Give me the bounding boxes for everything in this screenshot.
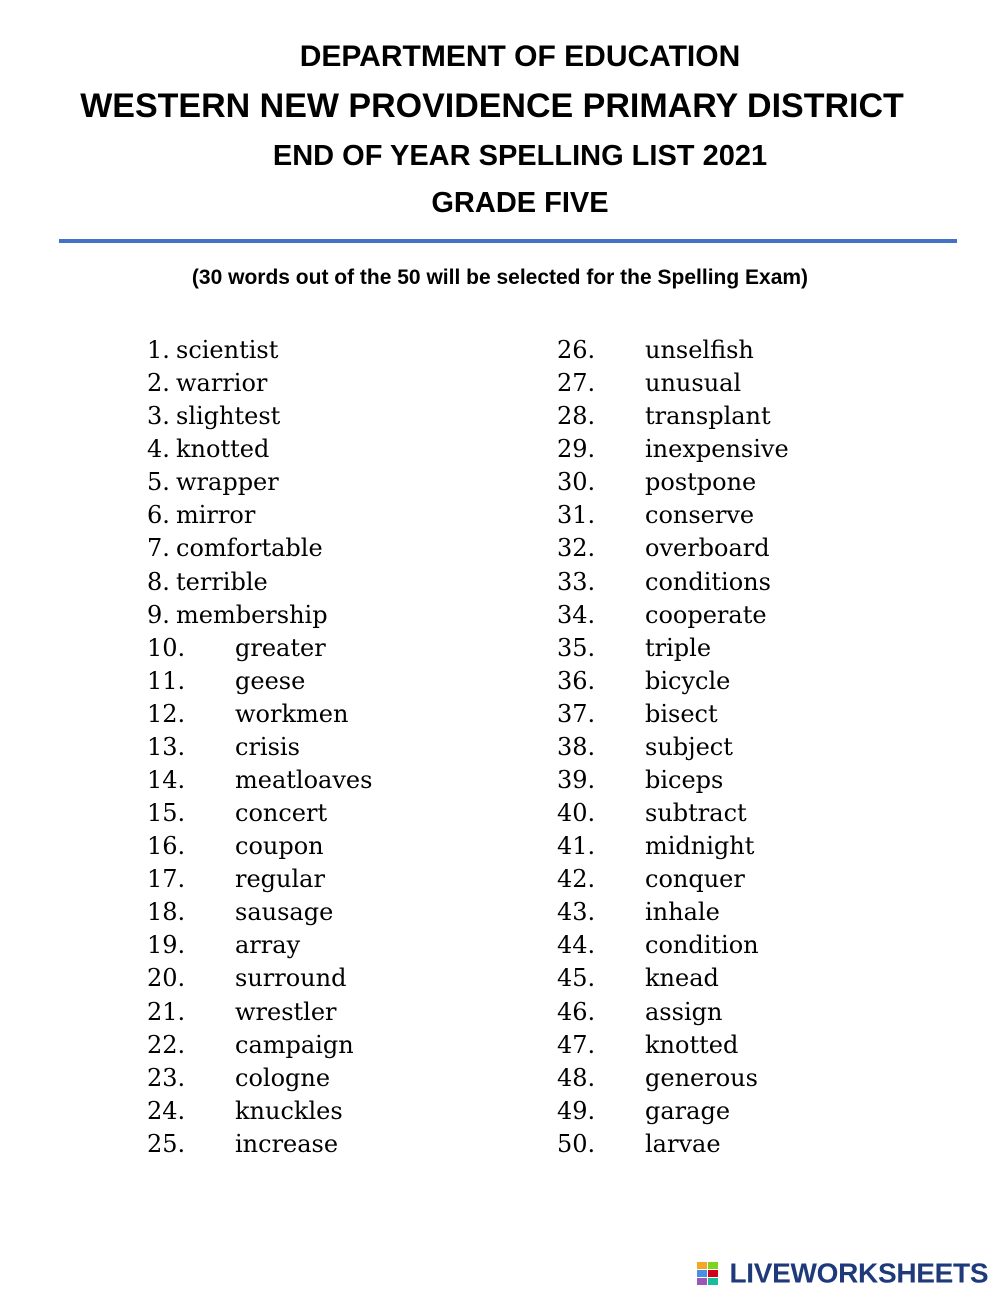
spelling-word: knotted bbox=[645, 1030, 739, 1059]
word-number: 30. bbox=[557, 468, 596, 497]
spelling-word: inexpensive bbox=[645, 435, 789, 464]
word-number: 50. bbox=[557, 1129, 596, 1158]
word-number: 26. bbox=[557, 336, 596, 364]
word-list-item bbox=[147, 599, 547, 632]
word-list-item bbox=[557, 863, 957, 896]
word-list-item bbox=[557, 764, 957, 797]
watermark-text: LIVEWORKSHEETS bbox=[729, 1257, 989, 1289]
word-number: 13. bbox=[147, 732, 186, 761]
spelling-word: subtract bbox=[645, 799, 747, 828]
spelling-word: assign bbox=[645, 997, 723, 1026]
word-number: 1. bbox=[147, 336, 170, 364]
word-list-item bbox=[147, 1062, 547, 1095]
liveworksheets-watermark[interactable] bbox=[697, 1256, 989, 1289]
word-number: 44. bbox=[557, 931, 596, 960]
spelling-word: larvae bbox=[645, 1129, 721, 1158]
word-list-item bbox=[147, 731, 547, 764]
spelling-word: inhale bbox=[645, 898, 720, 927]
word-list-item bbox=[147, 367, 547, 400]
word-number: 32. bbox=[557, 534, 596, 563]
word-number: 18. bbox=[147, 898, 186, 927]
word-list-item bbox=[557, 566, 957, 599]
grade-title: GRADE FIVE bbox=[431, 187, 609, 219]
word-number: 23. bbox=[147, 1063, 186, 1092]
word-number: 29. bbox=[557, 435, 596, 464]
word-number: 9. bbox=[147, 600, 170, 629]
spelling-word: slightest bbox=[176, 402, 281, 431]
word-number: 33. bbox=[557, 567, 596, 596]
word-number: 48. bbox=[557, 1063, 596, 1092]
spelling-word: greater bbox=[235, 633, 326, 662]
spelling-word: comfortable bbox=[176, 534, 323, 563]
spelling-word: midnight bbox=[645, 832, 755, 861]
word-list-item bbox=[147, 400, 547, 433]
word-list-item bbox=[557, 996, 957, 1029]
word-list-item bbox=[557, 731, 957, 764]
word-list-item bbox=[557, 367, 957, 400]
word-number: 37. bbox=[557, 699, 596, 728]
word-list-item bbox=[557, 1095, 957, 1128]
spelling-word: subject bbox=[645, 732, 733, 761]
spelling-word: triple bbox=[645, 633, 712, 662]
word-list-item bbox=[147, 433, 547, 466]
word-number: 46. bbox=[557, 997, 596, 1026]
word-list-item bbox=[557, 632, 957, 665]
word-list-item bbox=[557, 1062, 957, 1095]
spelling-word: wrestler bbox=[235, 997, 337, 1026]
spelling-word: transplant bbox=[645, 402, 771, 431]
spelling-word: campaign bbox=[235, 1030, 354, 1059]
word-number: 17. bbox=[147, 865, 186, 894]
spelling-word: meatloaves bbox=[235, 766, 373, 795]
word-number: 12. bbox=[147, 699, 186, 728]
word-list-item bbox=[557, 499, 957, 532]
spelling-word: geese bbox=[235, 666, 306, 695]
liveworksheets-logo-icon bbox=[697, 1262, 719, 1286]
word-list-item bbox=[557, 830, 957, 863]
word-number: 43. bbox=[557, 898, 596, 927]
department-title: DEPARTMENT OF EDUCATION bbox=[299, 40, 741, 73]
word-list-item bbox=[147, 566, 547, 599]
word-number: 14. bbox=[147, 766, 186, 795]
spelling-word: coupon bbox=[235, 832, 324, 861]
spelling-word: knead bbox=[645, 964, 719, 993]
word-number: 24. bbox=[147, 1096, 186, 1125]
spelling-word: bisect bbox=[645, 699, 718, 728]
word-list-item bbox=[557, 896, 957, 929]
word-number: 47. bbox=[557, 1030, 596, 1059]
word-number: 20. bbox=[147, 964, 186, 993]
word-number: 6. bbox=[147, 501, 170, 530]
word-number: 35. bbox=[557, 633, 596, 662]
word-number: 39. bbox=[557, 766, 596, 795]
word-number: 16. bbox=[147, 832, 186, 861]
word-number: 2. bbox=[147, 369, 170, 398]
spelling-word: knuckles bbox=[235, 1096, 343, 1125]
spelling-word: workmen bbox=[235, 699, 349, 728]
word-list-item bbox=[557, 599, 957, 632]
word-number: 19. bbox=[147, 931, 186, 960]
word-number: 42. bbox=[557, 865, 596, 894]
word-list-item bbox=[557, 466, 957, 499]
word-number: 7. bbox=[147, 534, 170, 563]
word-list-item bbox=[557, 334, 957, 367]
word-list-left bbox=[147, 334, 547, 1161]
spelling-word: array bbox=[235, 931, 301, 960]
spelling-word: generous bbox=[645, 1063, 758, 1092]
word-list-item bbox=[557, 433, 957, 466]
spelling-word: garage bbox=[645, 1096, 731, 1125]
spelling-word: terrible bbox=[176, 567, 268, 596]
word-number: 38. bbox=[557, 732, 596, 761]
word-number: 41. bbox=[557, 832, 596, 861]
word-list-item bbox=[147, 863, 547, 896]
word-number: 25. bbox=[147, 1129, 186, 1158]
word-number: 8. bbox=[147, 567, 170, 596]
word-number: 36. bbox=[557, 666, 596, 695]
word-number: 10. bbox=[147, 633, 186, 662]
spelling-word: increase bbox=[235, 1129, 339, 1158]
word-list-item bbox=[557, 698, 957, 731]
word-list-item bbox=[147, 532, 547, 565]
word-list-item bbox=[147, 764, 547, 797]
spelling-word: mirror bbox=[176, 501, 256, 530]
spelling-word: membership bbox=[176, 600, 328, 629]
spelling-word: conditions bbox=[645, 567, 771, 596]
word-number: 11. bbox=[147, 666, 186, 695]
spelling-word: sausage bbox=[235, 898, 334, 927]
spelling-word: bicycle bbox=[645, 666, 731, 695]
word-number: 21. bbox=[147, 997, 186, 1026]
spelling-word: conquer bbox=[645, 865, 745, 894]
word-number: 15. bbox=[147, 799, 186, 828]
word-list-item bbox=[147, 334, 547, 367]
word-number: 34. bbox=[557, 600, 596, 629]
word-list-item bbox=[147, 499, 547, 532]
word-number: 27. bbox=[557, 369, 596, 398]
word-number: 3. bbox=[147, 402, 170, 431]
word-list-item bbox=[147, 665, 547, 698]
word-number: 22. bbox=[147, 1030, 186, 1059]
word-number: 5. bbox=[147, 468, 170, 497]
word-number: 40. bbox=[557, 799, 596, 828]
spelling-word: knotted bbox=[176, 435, 270, 464]
word-list-item bbox=[147, 830, 547, 863]
word-list-item bbox=[147, 1095, 547, 1128]
word-list-item bbox=[557, 400, 957, 433]
word-list-item bbox=[147, 929, 547, 962]
header-divider bbox=[59, 239, 957, 243]
word-list-item bbox=[147, 698, 547, 731]
list-title: END OF YEAR SPELLING LIST 2021 bbox=[272, 140, 768, 172]
spelling-word: unusual bbox=[645, 369, 742, 398]
word-number: 28. bbox=[557, 402, 596, 431]
spelling-word: scientist bbox=[176, 336, 279, 364]
word-list-item bbox=[147, 896, 547, 929]
word-number: 49. bbox=[557, 1096, 596, 1125]
word-list-item bbox=[557, 929, 957, 962]
word-list-item bbox=[557, 665, 957, 698]
word-list-item bbox=[147, 466, 547, 499]
word-list-item bbox=[147, 1029, 547, 1062]
word-list-item bbox=[557, 532, 957, 565]
spelling-word: condition bbox=[645, 931, 759, 960]
spelling-word: regular bbox=[235, 865, 325, 894]
spelling-word: wrapper bbox=[176, 468, 279, 497]
spelling-word: warrior bbox=[176, 369, 268, 398]
word-list-right bbox=[557, 334, 957, 1161]
spelling-word: surround bbox=[235, 964, 347, 993]
word-number: 4. bbox=[147, 435, 170, 464]
spelling-word: postpone bbox=[645, 468, 757, 497]
spelling-word: overboard bbox=[645, 534, 770, 563]
word-number: 45. bbox=[557, 964, 596, 993]
spelling-word: cologne bbox=[235, 1063, 331, 1092]
spelling-word: cooperate bbox=[645, 600, 767, 629]
spelling-word: crisis bbox=[235, 732, 300, 761]
spelling-word: concert bbox=[235, 799, 328, 828]
word-list-item bbox=[147, 632, 547, 665]
word-number: 31. bbox=[557, 501, 596, 530]
word-list-item bbox=[557, 797, 957, 830]
word-list-item bbox=[557, 1029, 957, 1062]
word-list-item bbox=[147, 962, 547, 995]
spelling-word: biceps bbox=[645, 766, 724, 795]
word-list-item bbox=[147, 996, 547, 1029]
spelling-word: conserve bbox=[645, 501, 755, 530]
word-list-item bbox=[147, 797, 547, 830]
word-list-item bbox=[557, 962, 957, 995]
spelling-word: unselfish bbox=[645, 336, 754, 364]
exam-note: (30 words out of the 50 will be selected for the Spelling Exam) bbox=[191, 266, 809, 289]
word-list-item bbox=[557, 1128, 957, 1161]
word-list-item bbox=[147, 1128, 547, 1161]
district-title: WESTERN NEW PROVIDENCE PRIMARY DISTRICT bbox=[80, 87, 904, 125]
